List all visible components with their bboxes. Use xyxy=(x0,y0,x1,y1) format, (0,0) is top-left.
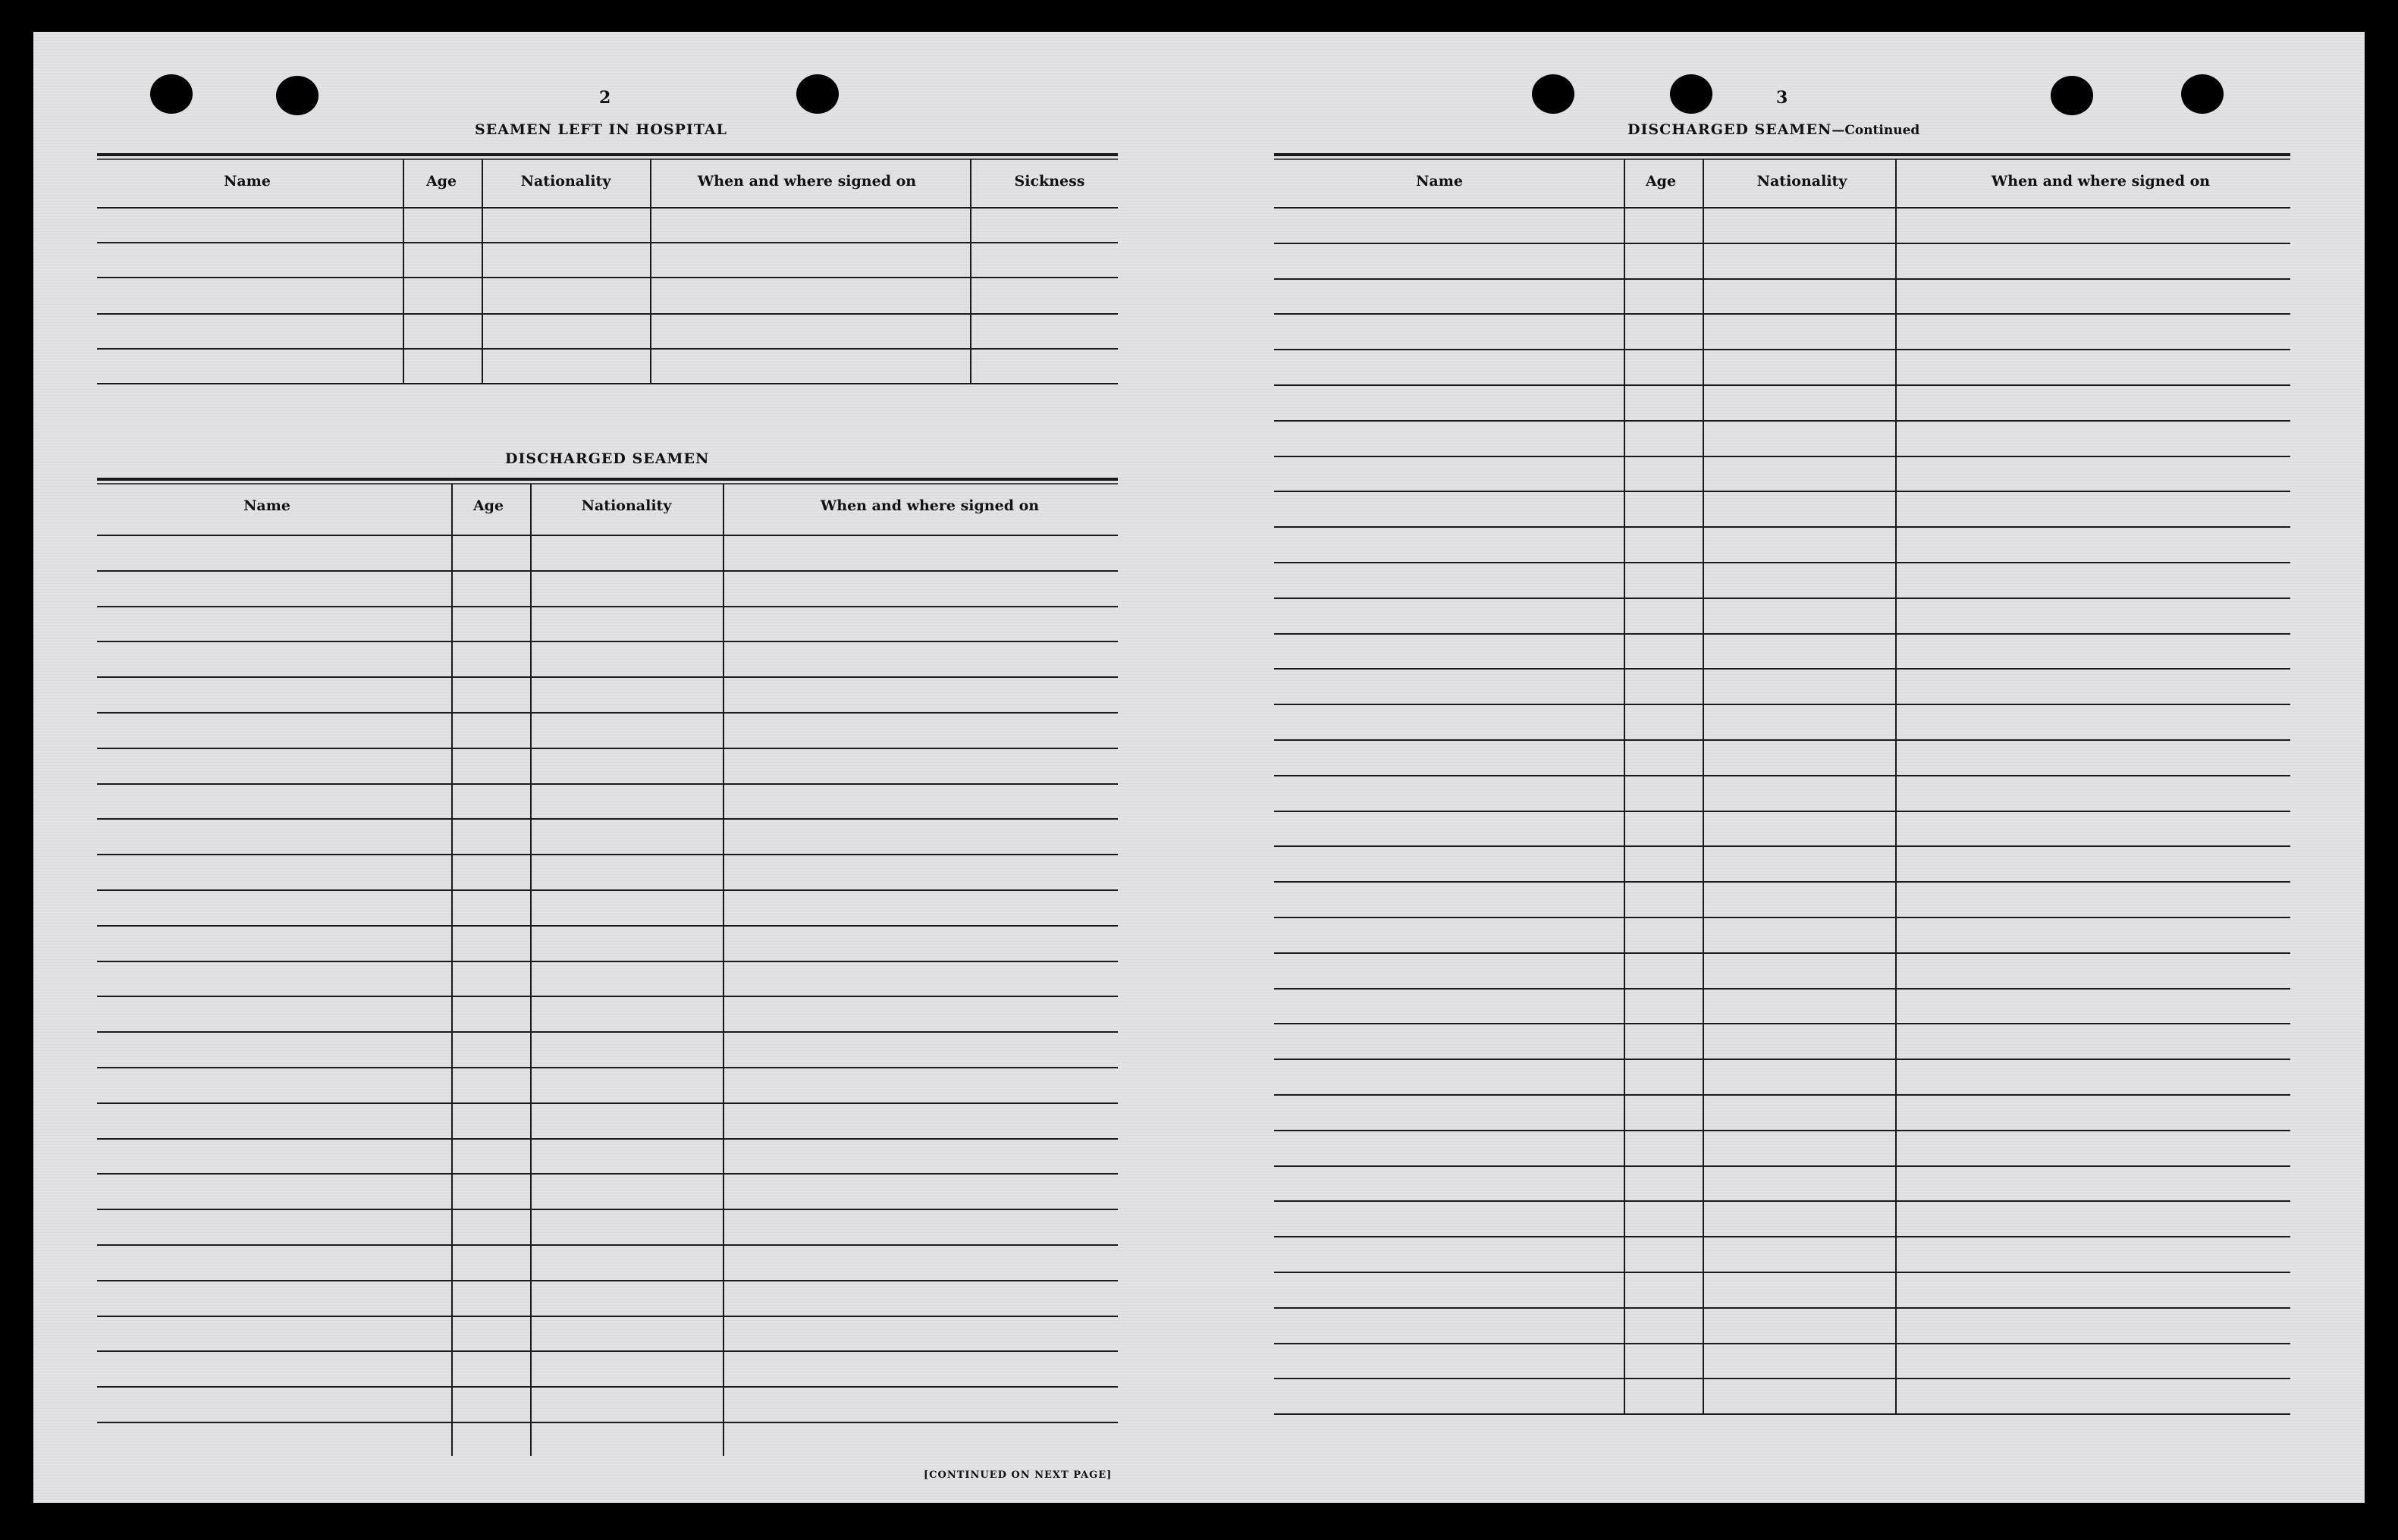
column-header-nationality: Nationality xyxy=(520,173,611,190)
section-title-suffix: —Continued xyxy=(1831,123,1920,138)
section-title-text: DISCHARGED SEAMEN xyxy=(1627,121,1832,138)
column-header-name: Name xyxy=(224,173,271,190)
column-header-nationality: Nationality xyxy=(581,497,672,514)
column-header-sickness: Sickness xyxy=(1014,173,1085,190)
column-header-signed-on: When and where signed on xyxy=(1991,173,2211,190)
section-title-discharged: DISCHARGED SEAMEN xyxy=(505,450,710,467)
column-header-age: Age xyxy=(472,497,504,514)
column-header-signed-on: When and where signed on xyxy=(820,497,1040,514)
page-number: 2 xyxy=(599,88,611,108)
column-header-age: Age xyxy=(1645,173,1677,190)
page-number: 3 xyxy=(1776,88,1788,108)
section-title-hospital: SEAMEN LEFT IN HOSPITAL xyxy=(475,121,727,138)
column-header-name: Name xyxy=(1416,173,1463,190)
column-header-name: Name xyxy=(243,497,290,514)
continued-note: [CONTINUED ON NEXT PAGE] xyxy=(924,1469,1113,1481)
column-header-age: Age xyxy=(425,173,457,190)
column-header-nationality: Nationality xyxy=(1756,173,1847,190)
column-header-signed-on: When and where signed on xyxy=(697,173,917,190)
